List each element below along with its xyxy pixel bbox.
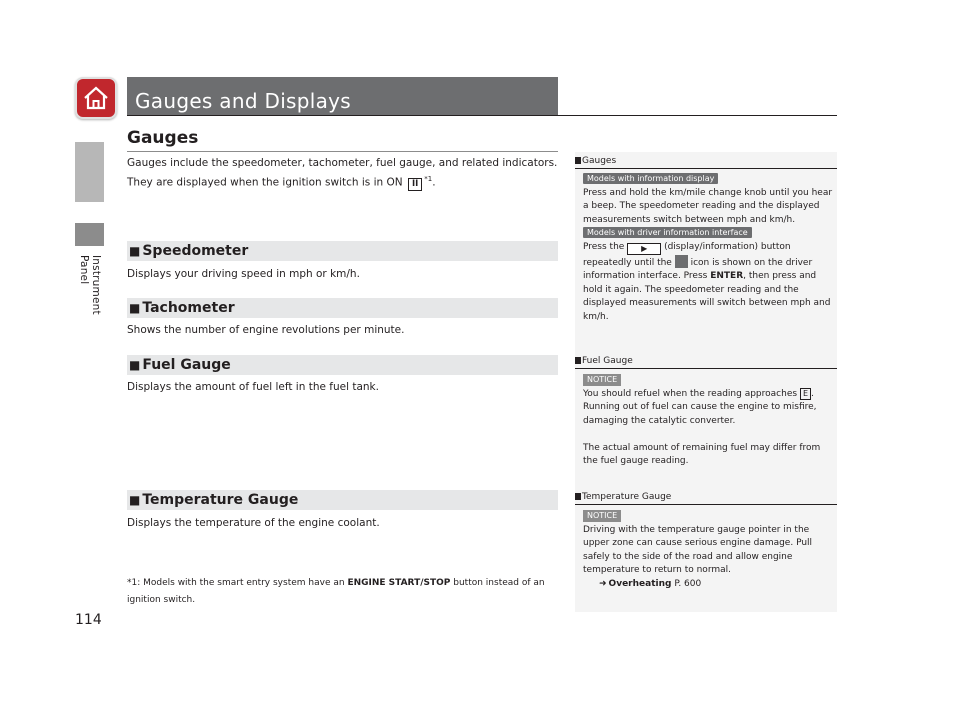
model-badge: Models with information display bbox=[583, 173, 718, 184]
note-divider bbox=[575, 504, 837, 505]
section-bar-tachometer bbox=[127, 298, 558, 318]
note-title: Fuel Gauge bbox=[582, 356, 633, 366]
heading-divider bbox=[127, 151, 558, 152]
page-title: Gauges and Displays bbox=[127, 77, 558, 115]
section-bar-temperature-gauge bbox=[127, 490, 558, 510]
note-text: Press and hold the km/mile change knob until you hear a beep. The speedometer reading and the displayed measurements switch between mph and km/h. bbox=[583, 187, 833, 225]
cross-reference-icon: ➜ bbox=[599, 578, 607, 589]
square-bullet-icon: ■ bbox=[129, 358, 141, 372]
note-header-temperature-gauge bbox=[575, 492, 837, 505]
note-text: The actual amount of remaining fuel may differ from the fuel gauge reading. bbox=[583, 442, 821, 466]
note-text: Press the bbox=[583, 241, 625, 252]
ignition-on-icon: II bbox=[408, 178, 422, 191]
page-number: 114 bbox=[75, 612, 102, 628]
square-bullet-icon: ■ bbox=[129, 301, 141, 315]
home-button[interactable] bbox=[75, 77, 117, 119]
section-side-label: Instrument Panel bbox=[78, 255, 102, 315]
intro-line-2-end: . bbox=[432, 176, 436, 189]
note-text: , then press and hold it again. The speedometer reading and the displayed measurements will switch between mph and km/h. bbox=[583, 271, 831, 322]
footnote-bold: ENGINE START/STOP bbox=[347, 578, 451, 588]
note-header-fuel-gauge bbox=[575, 356, 837, 369]
note-ref-icon bbox=[575, 157, 581, 164]
footnote bbox=[127, 575, 558, 609]
enter-label: ENTER bbox=[710, 271, 744, 281]
empty-mark-icon: E bbox=[800, 388, 811, 400]
section-title: Tachometer bbox=[142, 300, 235, 316]
footnote-text-end: button instead of an ignition switch. bbox=[127, 578, 545, 605]
section-title: Fuel Gauge bbox=[142, 357, 231, 373]
model-badge: Models with driver information interface bbox=[583, 227, 752, 238]
footnote-ref[interactable]: *1 bbox=[424, 175, 433, 183]
note-divider bbox=[575, 168, 837, 169]
section-text-temperature-gauge: Displays the temperature of the engine coolant. bbox=[127, 517, 380, 529]
note-text: . Running out of fuel can cause the engine to misfire, damaging the catalytic converter. bbox=[583, 388, 817, 426]
note-ref-icon bbox=[575, 357, 581, 364]
intro-line-2: They are displayed when the ignition switch is in ON bbox=[127, 176, 403, 189]
side-tab-active[interactable] bbox=[75, 223, 104, 246]
side-tab-inactive[interactable] bbox=[75, 142, 104, 202]
title-divider bbox=[127, 115, 837, 116]
note-text: (display/information) button repeatedly until the bbox=[583, 241, 791, 268]
note-body-temperature-gauge bbox=[583, 510, 833, 591]
notice-badge: NOTICE bbox=[583, 374, 621, 386]
square-bullet-icon: ■ bbox=[129, 244, 141, 258]
intro-paragraph bbox=[127, 155, 558, 191]
note-ref-icon bbox=[575, 493, 581, 500]
home-icon bbox=[82, 85, 110, 111]
note-body-gauges bbox=[583, 173, 833, 324]
section-bar-fuel-gauge bbox=[127, 355, 558, 375]
note-title: Gauges bbox=[582, 156, 617, 166]
xref-page: P. 600 bbox=[674, 578, 702, 589]
section-text-tachometer: Shows the number of engine revolutions per minute. bbox=[127, 324, 405, 336]
note-text: You should refuel when the reading approaches bbox=[583, 388, 798, 399]
footnote-text: *1: Models with the smart entry system have an bbox=[127, 578, 345, 588]
overheating-link[interactable] bbox=[599, 579, 701, 589]
note-header-gauges bbox=[575, 156, 837, 169]
square-bullet-icon: ■ bbox=[129, 493, 141, 507]
intro-line-1: Gauges include the speedometer, tachometer, fuel gauge, and related indicators. bbox=[127, 157, 558, 169]
section-title: Temperature Gauge bbox=[142, 492, 299, 508]
section-text-speedometer: Displays your driving speed in mph or km/h. bbox=[127, 268, 360, 280]
note-text: icon is shown on the driver information interface. Press bbox=[583, 257, 813, 281]
note-body-fuel-gauge bbox=[583, 374, 833, 469]
note-divider bbox=[575, 368, 837, 369]
note-title: Temperature Gauge bbox=[582, 492, 672, 502]
section-heading: Gauges bbox=[127, 128, 199, 148]
section-bar-speedometer bbox=[127, 241, 558, 261]
display-info-button-icon: ▶ bbox=[627, 243, 661, 255]
section-title: Speedometer bbox=[142, 243, 249, 259]
speedometer-display-icon bbox=[675, 255, 688, 268]
xref-label: Overheating bbox=[608, 578, 672, 589]
section-text-fuel-gauge: Displays the amount of fuel left in the fuel tank. bbox=[127, 381, 379, 393]
notice-badge: NOTICE bbox=[583, 510, 621, 522]
note-text: Driving with the temperature gauge pointer in the upper zone can cause serious engine damage. Pull safely to the side of the road and allow engine temperature to return to normal. bbox=[583, 524, 813, 575]
